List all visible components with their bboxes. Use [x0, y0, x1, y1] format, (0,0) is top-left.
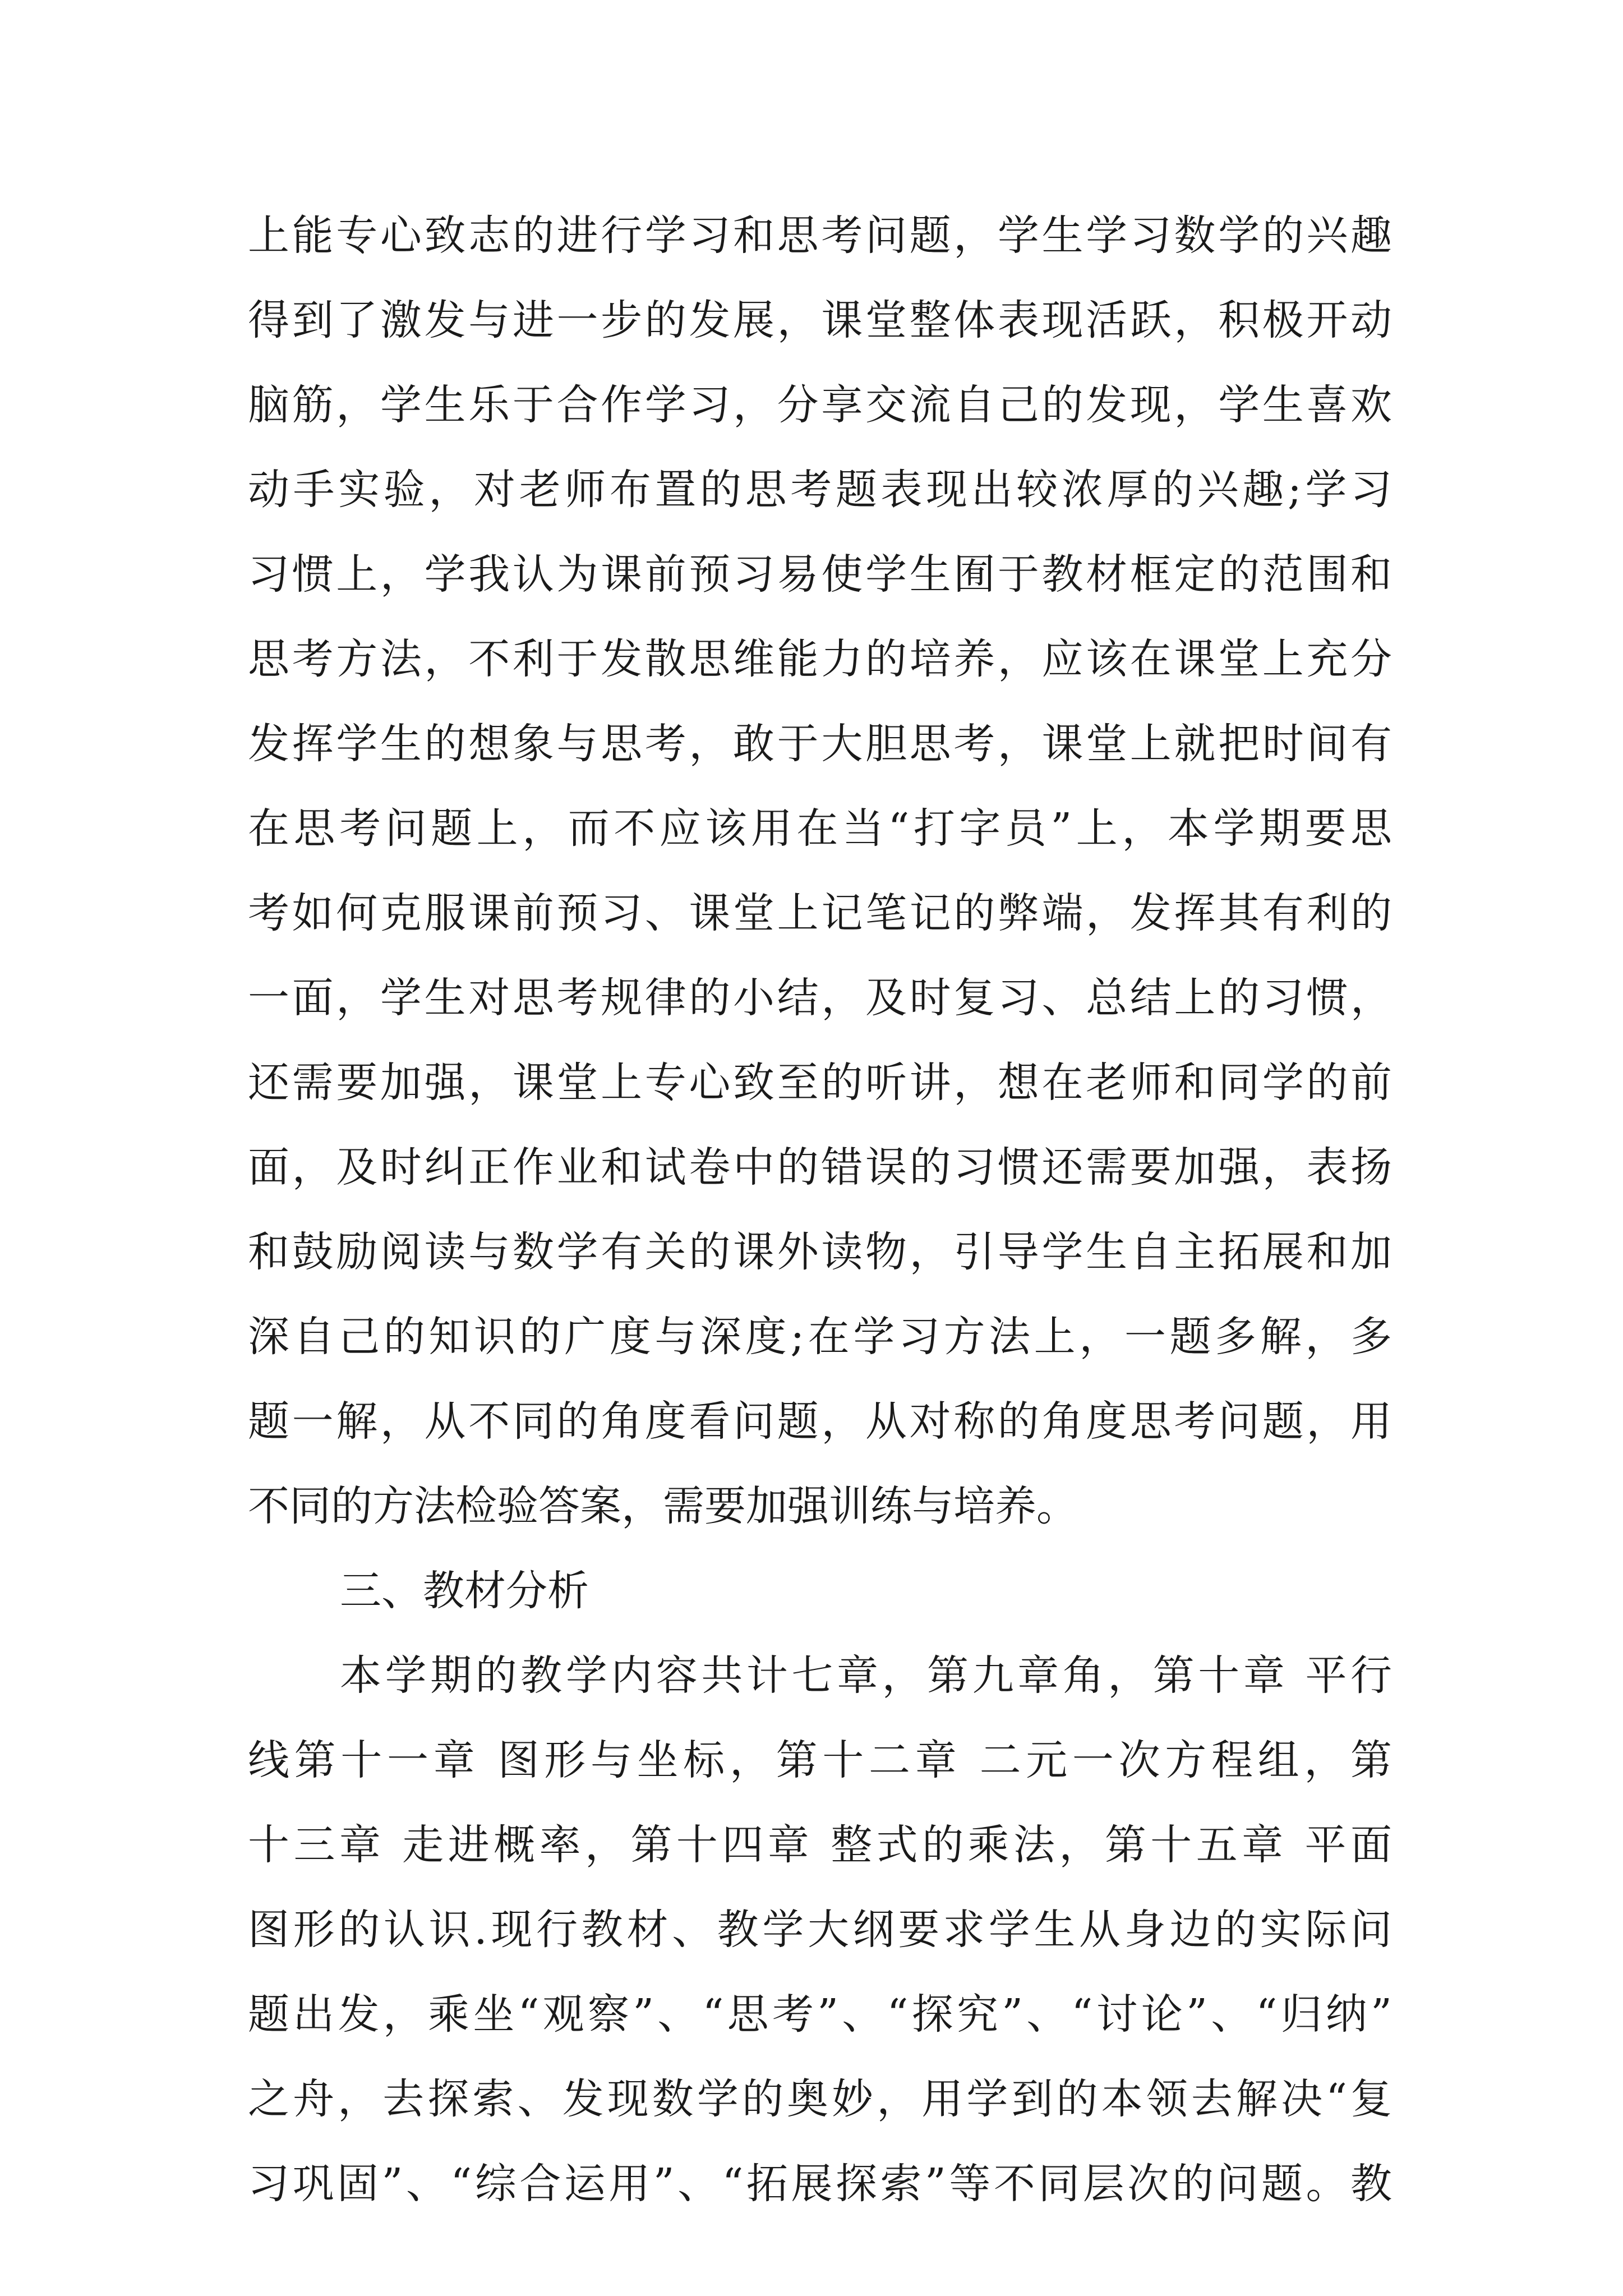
body-text-line: 图形的认识.现行教材、教学大纲要求学生从身边的实际问 — [248, 1906, 1392, 1954]
body-text-line: 题一解，从不同的角度看问题，从对称的角度思考问题，用 — [248, 1397, 1392, 1446]
body-text-line: 习惯上，学我认为课前预习易使学生囿于教材框定的范围和 — [248, 550, 1392, 599]
body-text-line: 考如何克服课前预习、课堂上记笔记的弊端，发挥其有利的 — [248, 889, 1392, 937]
body-text-line: 一面，学生对思考规律的小结，及时复习、总结上的习惯， — [248, 974, 1392, 1022]
body-text-line: 面，及时纠正作业和试卷中的错误的习惯还需要加强，表扬 — [248, 1143, 1392, 1191]
body-text-line: 脑筋，学生乐于合作学习，分享交流自己的发现，学生喜欢 — [248, 381, 1392, 429]
body-text-line: 发挥学生的想象与思考，敢于大胆思考，课堂上就把时间有 — [248, 720, 1392, 768]
body-text-line: 深自己的知识的广度与深度;在学习方法上，一题多解，多 — [248, 1313, 1392, 1361]
body-text-line: 还需要加强，课堂上专心致至的听讲，想在老师和同学的前 — [248, 1059, 1392, 1107]
body-text-line: 动手实验，对老师布置的思考题表现出较浓厚的兴趣;学习 — [248, 466, 1392, 514]
body-text-line: 上能专心致志的进行学习和思考问题，学生学习数学的兴趣 — [248, 211, 1392, 260]
body-text-line: 思考方法，不利于发散思维能力的培养，应该在课堂上充分 — [248, 635, 1392, 683]
body-text-line: 得到了激发与进一步的发展，课堂整体表现活跃，积极开动 — [248, 296, 1392, 344]
paragraph-first-line: 本学期的教学内容共计七章，第九章角，第十章 平行 — [340, 1651, 1392, 1700]
paragraph-end-line: 不同的方法检验答案，需要加强训练与培养。 — [248, 1482, 1078, 1530]
body-text-line: 题出发，乘坐“观察”、“思考”、“探究”、“讨论”、“归纳” — [248, 1990, 1392, 2039]
body-text-line: 线第十一章 图形与坐标，第十二章 二元一次方程组，第 — [248, 1736, 1392, 1784]
body-text-line: 之舟，去探索、发现数学的奥妙，用学到的本领去解决“复 — [248, 2075, 1392, 2123]
body-text-line: 习巩固”、“综合运用”、“拓展探索”等不同层次的问题。教 — [248, 2160, 1392, 2208]
body-text-line: 十三章 走进概率，第十四章 整式的乘法，第十五章 平面 — [248, 1821, 1392, 1869]
body-text-line: 和鼓励阅读与数学有关的课外读物，引导学生自主拓展和加 — [248, 1228, 1392, 1276]
body-text-line: 在思考问题上，而不应该用在当“打字员”上，本学期要思 — [248, 804, 1392, 853]
section-heading: 三、教材分析 — [340, 1567, 589, 1615]
